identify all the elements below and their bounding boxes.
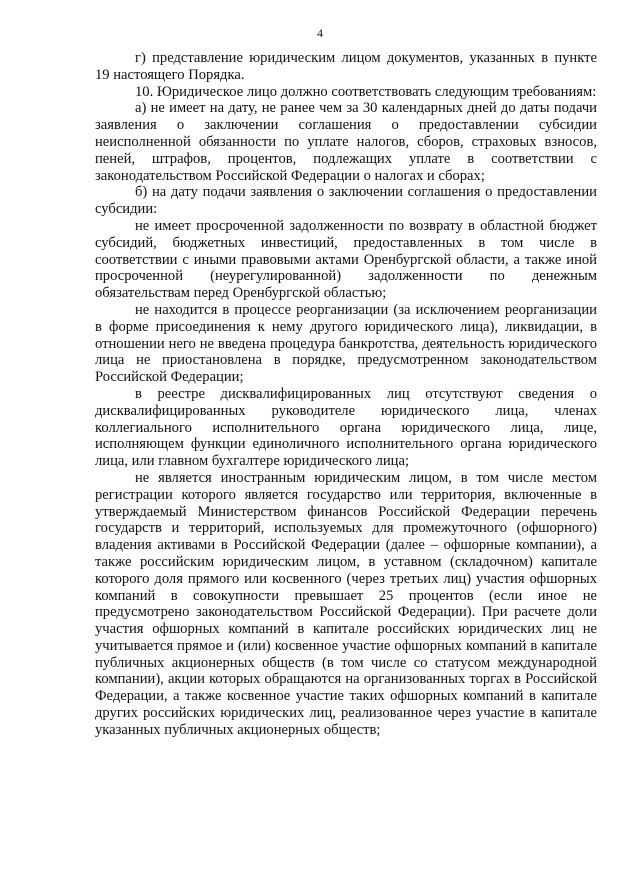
- document-body: [95, 50, 597, 739]
- page-number: 4: [317, 26, 323, 40]
- paragraph-a-tax-obligations: а) не имеет на дату, не ранее чем за 30 календарных дней до даты подачи заявления о заключении соглашения о предоставлении субсидии неисполненной обязанности по уплате налогов, сборов, страховых взносов, пеней, штрафов, процентов, подлежащих уплате в соответствии с законодательством Российской Федерации о налогах и сборах;: [95, 100, 597, 184]
- paragraph-g-documents: г) представление юридическим лицом документов, указанных в пункте 19 настоящего Порядка.: [95, 50, 597, 83]
- paragraph-offshore-companies: не является иностранным юридическим лицом, в том числе местом регистрации которого является государство или территория, включенные в утверждаемый Министерством финансов Российской Федерации перечень государств и территорий, используемых для промежуточного (офшорного) владения активами в Российской Федерации (далее – офшорные компании), а также российским юридическим лицом, в уставном (складочном) капитале которого доля прямого или косвенного (через третьих лиц) участия офшорных компаний в совокупности превышает 25 процентов (если иное не предусмотрено законодательством Российской Федерации). При расчете доли участия офшорных компаний в капитале российских юридических лиц не учитывается прямое и (или) косвенное участие офшорных компаний в капитале публичных акционерных обществ (в том числе со статусом международной компании), акции которых обращаются на организованных торгах в Российской Федерации, а также косвенное участие таких офшорных компаний в капитале других российских юридических лиц, реализованное через участие в капитале указанных публичных акционерных обществ;: [95, 469, 597, 738]
- paragraph-b-application-date: б) на дату подачи заявления о заключении соглашения о предоставлении субсидии:: [95, 184, 597, 218]
- paragraph-10-requirements: 10. Юридическое лицо должно соответствовать следующим требованиям:: [135, 83, 597, 100]
- paragraph-disqualified-persons: в реестре дисквалифицированных лиц отсутствуют сведения о дисквалифицированных руководителе юридического лица, членах коллегиального исполнительного органа юридического лица, лице, исполняющем функции единоличного исполнительного органа юридического лица, или главном бухгалтере юридического лица;: [95, 385, 597, 470]
- paragraph-no-overdue-debt: не имеет просроченной задолженности по возврату в областной бюджет субсидий, бюджетных инвестиций, предоставленных в том числе в соответствии с иными правовыми актами Оренбургской области, а также иной просроченной (неурегулированной) задолженности по денежным обязательствам перед Оренбургской областью;: [95, 217, 597, 302]
- paragraph-no-reorganization: не находится в процессе реорганизации (за исключением реорганизации в форме присоединения к нему другого юридического лица), ликвидации, в отношении него не введена процедура банкротства, деятельность юридического лица не приостановлена в порядке, предусмотренном законодательством Российской Федерации;: [95, 301, 597, 386]
